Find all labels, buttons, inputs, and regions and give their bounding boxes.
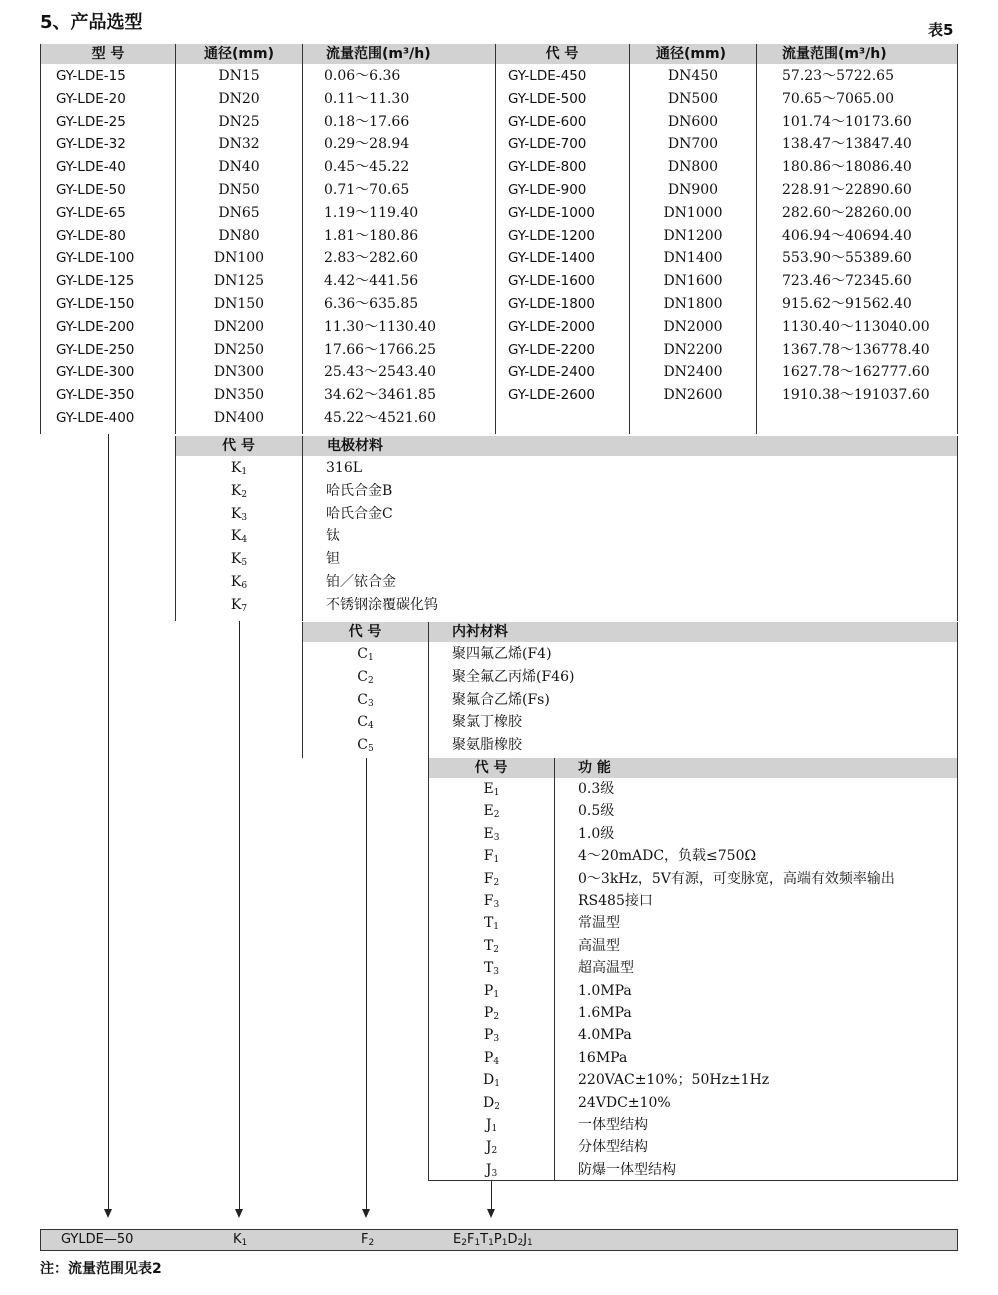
model-code: GY-LDE-1200 [508,228,595,244]
bore-size: DN65 [218,205,260,221]
function-description: 0～3kHz，5V有源，可变脉宽，高端有效频率输出 [578,871,895,887]
lining-code: $C_3$ [357,692,374,709]
bore-size: DN1600 [663,273,723,289]
model-code: GY-LDE-500 [508,91,587,107]
flow-range: 138.47～13847.40 [782,136,912,152]
model-code: GY-LDE-25 [56,114,126,130]
function-code: $F_1$ [483,848,500,865]
bore-size: DN450 [667,68,719,84]
bore-size: DN1400 [663,250,723,266]
electrode-material: 钽 [326,551,340,567]
bore-size: DN2400 [663,364,723,380]
bore-size: DN200 [213,319,265,335]
model-code: GY-LDE-32 [56,136,126,152]
flow-range: 1910.38～191037.60 [782,387,930,403]
function-description: 1.0级 [578,826,615,842]
model-code: GY-LDE-65 [56,205,126,221]
flow-range: 723.46～72345.60 [782,273,912,289]
bore-size: DN2600 [663,387,723,403]
electrode-table-header [175,436,958,456]
function-description: 超高温型 [578,960,634,976]
function-description: 分体型结构 [578,1139,648,1155]
flow-range: 25.43～2543.40 [324,364,436,380]
model-code: GY-LDE-200 [56,319,135,335]
flow-range: 11.30～1130.40 [324,319,436,335]
header-lining-code: 代 号 [348,624,382,640]
flow-range: 57.23～5722.65 [782,68,894,84]
flow-range: 17.66～1766.25 [324,342,436,358]
function-code: $P_4$ [483,1050,500,1067]
function-code: $D_1$ [483,1072,500,1089]
function-description: 0.5级 [578,803,615,819]
bore-size: DN300 [213,364,265,380]
model-code: GY-LDE-20 [56,91,126,107]
function-description: 220VAC±10%；50Hz±1Hz [578,1072,770,1088]
function-code: $T_2$ [483,938,500,955]
function-description: RS485接口 [578,893,653,909]
lining-material: 聚氨脂橡胶 [452,737,522,753]
header-function-code: 代 号 [474,760,508,776]
flow-range: 1.19～119.40 [324,205,419,221]
model-code: GY-LDE-40 [56,159,126,175]
function-description: 1.6MPa [578,1005,632,1021]
function-description: 4.0MPa [578,1027,632,1043]
electrode-code: $K_3$ [230,506,248,523]
bore-size: DN20 [218,91,260,107]
model-code: GY-LDE-2200 [508,342,595,358]
electrode-material: 哈氏合金B [326,483,393,499]
flow-range: 406.94～40694.40 [782,228,912,244]
function-code: $P_2$ [483,1005,500,1022]
model-code: GY-LDE-2600 [508,387,595,403]
lining-material: 聚氟合乙烯(Fs) [452,692,550,708]
model-code: GY-LDE-700 [508,136,587,152]
function-code: $J_3$ [485,1162,498,1179]
model-code: GY-LDE-400 [56,410,135,426]
function-code: $E_3$ [483,826,500,843]
header-bore-right: 通径(mm) [656,46,726,62]
flow-range: 180.86～18086.40 [782,159,912,175]
header-electrode-code: 代 号 [222,438,255,454]
bore-size: DN700 [667,136,719,152]
model-code: GY-LDE-600 [508,114,587,130]
model-code: GY-LDE-80 [56,228,126,244]
flow-range: 0.45～45.22 [324,159,410,175]
function-code: $E_2$ [483,803,500,820]
electrode-code: $K_2$ [230,483,248,500]
function-description: 4～20mADC，负载≤750Ω [578,848,757,864]
function-code: $E_1$ [483,781,500,798]
flow-range: 101.74～10173.60 [782,114,912,130]
function-description: 24VDC±10% [578,1095,671,1111]
example-model-bar [40,1229,958,1251]
lining-code: $C_1$ [357,646,374,663]
model-code: GY-LDE-350 [56,387,135,403]
flow-range: 4.42～441.56 [324,273,419,289]
model-code: GY-LDE-250 [56,342,135,358]
electrode-code: $K_6$ [230,574,248,591]
model-code: GY-LDE-15 [56,68,126,84]
lining-code: $C_5$ [357,737,374,754]
flow-range: 553.90～55389.60 [782,250,912,266]
model-code: GY-LDE-800 [508,159,587,175]
bore-size: DN500 [667,91,719,107]
model-code: GY-LDE-1800 [508,296,595,312]
model-code: GY-LDE-125 [56,273,135,289]
flow-range: 1.81～180.86 [324,228,419,244]
flow-range: 915.62～91562.40 [782,296,912,312]
footnote: 注：流量范围见表2 [40,1261,162,1277]
arrow-down-icon [235,1209,243,1218]
header-bore: 通径(mm) [204,46,274,62]
arrow-down-icon [104,1209,112,1218]
electrode-code: $K_4$ [230,528,248,545]
arrow-down-icon [487,1209,495,1218]
bore-size: DN150 [213,296,265,312]
bore-size: DN40 [218,159,260,175]
flow-range: 45.22～4521.60 [324,410,436,426]
bore-size: DN2200 [663,342,723,358]
flow-range: 1130.40～113040.00 [782,319,930,335]
example-lining: $F_2$ [361,1232,375,1248]
function-code: $T_3$ [483,960,500,977]
bore-size: DN100 [213,250,265,266]
model-code: GY-LDE-1600 [508,273,595,289]
bore-size: DN15 [218,68,260,84]
header-function-name: 功 能 [578,760,611,776]
flow-range: 282.60～28260.00 [782,205,912,221]
lining-code: $C_4$ [357,714,374,731]
model-code: GY-LDE-2400 [508,364,595,380]
bore-size: DN250 [213,342,265,358]
bore-size: DN80 [218,228,260,244]
electrode-code: $K_5$ [230,551,248,568]
model-code: GY-LDE-300 [56,364,135,380]
model-code: GY-LDE-900 [508,182,587,198]
electrode-material: 铂／铱合金 [326,574,396,590]
model-code: GY-LDE-1000 [508,205,595,221]
example-electrode: $K_1$ [233,1232,248,1248]
flow-range: 228.91～22890.60 [782,182,912,198]
bore-size: DN900 [667,182,719,198]
bore-size: DN400 [213,410,265,426]
function-table-header [428,758,958,778]
bore-size: DN50 [218,182,260,198]
flow-range: 0.11～11.30 [324,91,410,107]
function-description: 防爆一体型结构 [578,1162,676,1178]
flow-range: 1367.78～136778.40 [782,342,930,358]
bore-size: DN32 [218,136,260,152]
model-code: GY-LDE-1400 [508,250,595,266]
bore-size: DN350 [213,387,265,403]
bore-size: DN800 [667,159,719,175]
function-code: $D_2$ [483,1095,500,1112]
header-lining-material: 内衬材料 [452,624,508,640]
flow-range: 2.83～282.60 [324,250,419,266]
flow-range: 34.62～3461.85 [324,387,436,403]
function-code: $P_1$ [483,983,500,1000]
lining-table-header [302,622,958,642]
lining-material: 聚四氟乙烯(F4) [452,646,552,662]
function-description: 一体型结构 [578,1117,648,1133]
model-code: GY-LDE-150 [56,296,135,312]
model-code: GY-LDE-50 [56,182,126,198]
bore-size: DN1800 [663,296,723,312]
flow-range: 1627.78～162777.60 [782,364,930,380]
electrode-material: 316L [326,460,363,476]
model-code: GY-LDE-100 [56,250,135,266]
bore-size: DN125 [213,273,265,289]
function-code: $T_1$ [483,915,500,932]
function-description: 常温型 [578,915,620,931]
header-electrode-material: 电极材料 [327,438,383,454]
lining-material: 聚全氟乙丙烯(F46) [452,669,575,685]
bore-size: DN1000 [663,205,723,221]
function-description: 1.0MPa [578,983,632,999]
function-description: 高温型 [578,938,620,954]
function-code: $F_3$ [483,893,500,910]
model-code: GY-LDE-2000 [508,319,595,335]
bore-size: DN1200 [663,228,723,244]
electrode-material: 不锈钢涂覆碳化钨 [326,597,438,613]
flow-range: 0.18～17.66 [324,114,410,130]
header-model: 型 号 [91,46,125,62]
example-model: GYLDE—50 [61,1232,134,1247]
flow-range: 0.29～28.94 [324,136,410,152]
header-flow: 流量范围(m³/h) [326,46,431,62]
electrode-material: 钛 [326,528,340,544]
function-description: 0.3级 [578,781,615,797]
flow-range: 0.06～6.36 [324,68,401,84]
model-code: GY-LDE-450 [508,68,587,84]
section-title: 5、产品选型 [40,12,143,33]
flow-range: 0.71～70.65 [324,182,410,198]
main-table-header [40,44,958,64]
flow-range: 6.36～635.85 [324,296,419,312]
electrode-code: $K_1$ [230,460,248,477]
function-code: $J_2$ [485,1139,498,1156]
function-description: 16MPa [578,1050,628,1066]
header-flow-right: 流量范围(m³/h) [782,46,887,62]
function-code: $J_1$ [485,1117,498,1134]
table-label: 表5 [928,21,954,39]
flow-range: 70.65～7065.00 [782,91,894,107]
function-code: $F_2$ [483,871,500,888]
arrow-down-icon [362,1209,370,1218]
lining-code: $C_2$ [357,669,374,686]
bore-size: DN25 [218,114,260,130]
header-code-right: 代 号 [545,46,579,62]
bore-size: DN600 [667,114,719,130]
bore-size: DN2000 [663,319,723,335]
example-function: $E_2F_1T_1P_1D_2J_1$ [453,1232,533,1248]
electrode-code: $K_7$ [230,597,248,614]
electrode-material: 哈氏合金C [326,506,393,522]
function-code: $P_3$ [483,1027,500,1044]
lining-material: 聚氯丁橡胶 [452,714,522,730]
